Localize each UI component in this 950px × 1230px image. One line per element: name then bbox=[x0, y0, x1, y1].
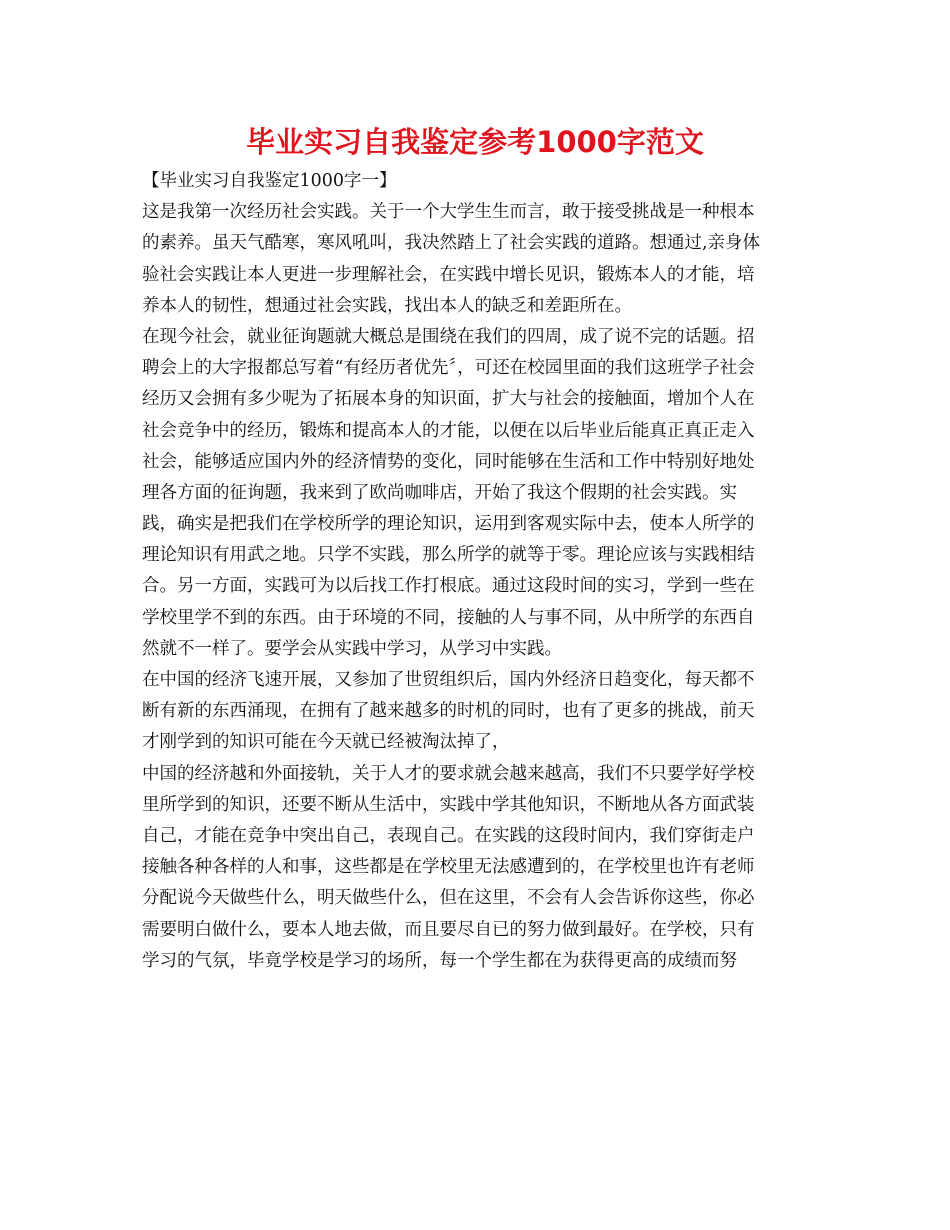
document-title: 毕业实习自我鉴定参考1000字范文 bbox=[246, 125, 704, 159]
text-line: 社会竞争中的经历，锻炼和提高本人的才能，以便在以后毕业后能真正真正走入 bbox=[142, 420, 755, 441]
text-line: 社会，能够适应国内外的经济情势的变化，同时能够在生活和工作中特别好地处 bbox=[142, 451, 755, 472]
text-line: 验社会实践让本人更进一步理解社会，在实践中增长见识，锻炼本人的才能，培 bbox=[142, 264, 755, 285]
text-line: 聘会上的大字报都总写着“有经历者优先〞，可还在校园里面的我们这班学子社会 bbox=[142, 358, 755, 379]
text-line: 断有新的东西涌现，在拥有了越来越多的时机的同时，也有了更多的挑战，前天 bbox=[142, 701, 755, 722]
text-line: 践，确实是把我们在学校所学的理论知识，运用到客观实际中去，使本人所学的 bbox=[142, 514, 755, 535]
text-line: 自己，才能在竞争中突出自己，表现自己。在实践的这段时间内，我们穿街走户 bbox=[142, 825, 755, 846]
text-line: 理论知识有用武之地。只学不实践，那么所学的就等于零。理论应该与实践相结 bbox=[142, 545, 755, 566]
text-line: 学习的气氛，毕竟学校是学习的场所，每一个学生都在为获得更高的成绩而努 bbox=[142, 950, 737, 971]
text-line: 学校里学不到的东西。由于环境的不同，接触的人与事不同，从中所学的东西自 bbox=[142, 607, 755, 628]
text-line: 需要明白做什么，要本人地去做，而且要尽自已的努力做到最好。在学校，只有 bbox=[142, 919, 755, 940]
text-line: 合。另一方面，实践可为以后找工作打根底。通过这段时间的实习，学到一些在 bbox=[142, 576, 755, 597]
text-line: 中国的经济越和外面接轨，关于人才的要求就会越来越高，我们不只要学好学校 bbox=[142, 763, 755, 784]
text-line: 然就不一样了。要学会从实践中学习，从学习中实践。 bbox=[142, 638, 562, 659]
text-line: 养本人的韧性，想通过社会实践，找出本人的缺乏和差距所在。 bbox=[142, 295, 632, 316]
text-line: 的素养。虽天气酷寒，寒风吼叫，我决然踏上了社会实践的道路。想通过,亲身体 bbox=[142, 233, 761, 254]
text-line: 接触各种各样的人和事，这些都是在学校里无法感遭到的，在学校里也许有老师 bbox=[142, 857, 755, 878]
text-line: 才刚学到的知识可能在今天就已经被淘汰掉了， bbox=[142, 732, 510, 753]
text-line: 理各方面的征询题，我来到了欧尚咖啡店，开始了我这个假期的社会实践。实 bbox=[142, 482, 737, 503]
text-line: 这是我第一次经历社会实践。关于一个大学生生而言，敢于接受挑战是一种根本 bbox=[142, 202, 755, 223]
text-line: 在现今社会，就业征询题就大概总是围绕在我们的四周，成了说不完的话题。招 bbox=[142, 326, 755, 347]
text-line: 在中国的经济飞速开展，又参加了世贸组织后，国内外经济日趋变化，每天都不 bbox=[142, 670, 755, 690]
text-line: 分配说今天做些什么，明天做些什么，但在这里，不会有人会告诉你这些，你必 bbox=[142, 888, 755, 909]
text-line: 经历又会拥有多少呢为了拓展本身的知识面，扩大与社会的接触面，增加个人在 bbox=[142, 389, 755, 410]
text-line: 里所学到的知识，还要不断从生活中，实践中学其他知识，不断地从各方面武装 bbox=[142, 794, 755, 815]
section-heading: 【毕业实习自我鉴定1000字一】 bbox=[142, 171, 397, 191]
document-body bbox=[142, 166, 812, 977]
